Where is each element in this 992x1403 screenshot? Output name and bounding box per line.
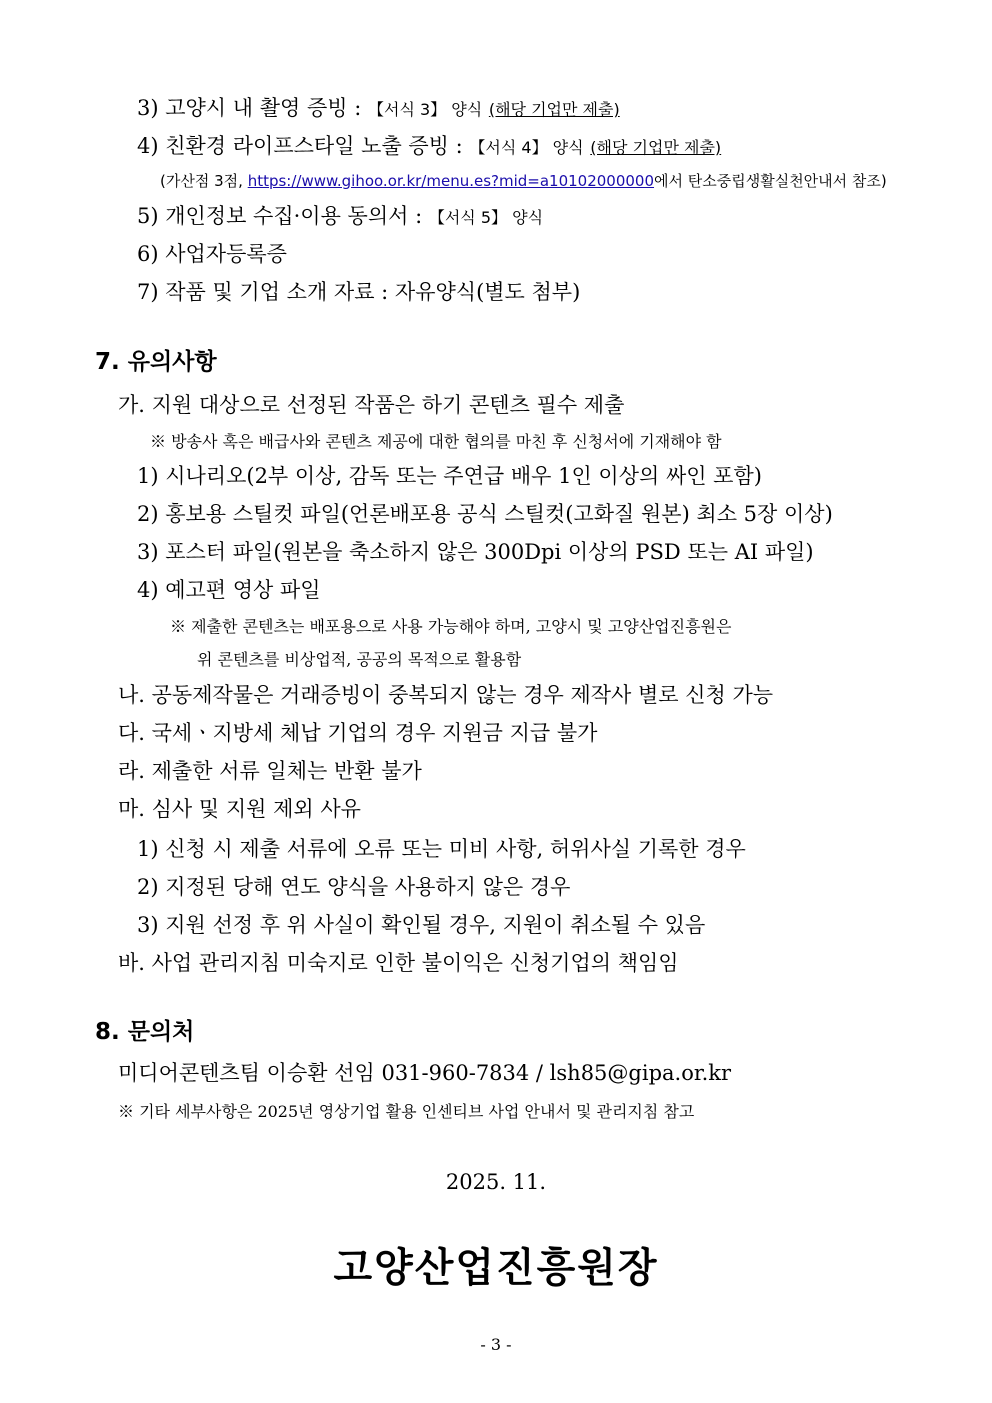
bonus-pre: (가산점 3점, (160, 172, 243, 190)
document-date: 2025. 11. (445, 1170, 547, 1194)
list-item-6: 6) 사업자등록증 (137, 242, 287, 266)
issuer-name: 고양산업진흥원장 (333, 1244, 659, 1291)
item-ba: 바. 사업 관리지침 미숙지로 인한 불이익은 신청기업의 책임임 (118, 951, 679, 975)
list-item-7: 7) 작품 및 기업 소개 자료 : 자유양식(별도 첨부) (137, 280, 581, 304)
bonus-note (160, 170, 887, 191)
form-ref-5: 【서식 5】 양식 (428, 208, 544, 227)
section-8-title: 8. 문의처 (95, 1019, 195, 1045)
note-3: (해당 기업만 제출) (488, 100, 620, 119)
item-ma: 마. 심사 및 지원 제외 사유 (118, 797, 361, 821)
page-number: - 3 - (480, 1335, 512, 1354)
list-item-5 (137, 200, 543, 230)
reference-note: ※ 기타 세부사항은 2025년 영상기업 활용 인센티브 사업 안내서 및 관리지침 참고 (118, 1102, 695, 1121)
ga-sub-item-1: 1) 시나리오(2부 이상, 감독 또는 주연급 배우 1인 이상의 싸인 포함) (137, 464, 762, 488)
item-na: 나. 공동제작물은 거래증빙이 중복되지 않는 경우 제작사 별로 신청 가능 (118, 683, 774, 707)
ga-sub-item-4: 4) 예고편 영상 파일 (137, 578, 321, 602)
ga-note2-line2: 위 콘텐츠를 비상업적, 공공의 목적으로 활용함 (197, 650, 522, 669)
ga-sub-item-2: 2) 홍보용 스틸컷 파일(언론배포용 공식 스틸컷(고화질 원본) 최소 5장 이상) (137, 502, 833, 526)
ma-sub-item-2: 2) 지정된 당해 연도 양식을 사용하지 않은 경우 (137, 875, 571, 899)
ga-sub-item-3: 3) 포스터 파일(원본을 축소하지 않은 300Dpi 이상의 PSD 또는 AI 파일) (137, 540, 814, 564)
list-item-4-text: 4) 친환경 라이프스타일 노출 증빙 : (137, 134, 463, 158)
section-7-title: 7. 유의사항 (95, 349, 217, 375)
list-item-5-text: 5) 개인정보 수집·이용 동의서 : (137, 204, 423, 228)
contact-line: 미디어콘텐츠팀 이승환 선임 031-960-7834 / lsh85@gipa.or.kr (118, 1061, 732, 1085)
form-ref-4: 【서식 4】 양식 (469, 138, 584, 157)
bonus-post: 에서 탄소중립생활실천안내서 참조) (654, 172, 887, 190)
bonus-link[interactable]: https://www.gihoo.or.kr/menu.es?mid=a10102000000 (247, 172, 655, 190)
list-item-4 (137, 130, 721, 160)
note-4: (해당 기업만 제출) (590, 138, 722, 157)
item-ga: 가. 지원 대상으로 선정된 작품은 하기 콘텐츠 필수 제출 (118, 393, 625, 417)
ma-sub-item-3: 3) 지원 선정 후 위 사실이 확인될 경우, 지원이 취소될 수 있음 (137, 913, 706, 937)
item-ga-note: ※ 방송사 혹은 배급사와 콘텐츠 제공에 대한 협의를 마친 후 신청서에 기재해야 함 (150, 432, 722, 451)
form-ref-3: 【서식 3】 양식 (367, 100, 483, 119)
ga-note2-line1: ※ 제출한 콘텐츠는 배포용으로 사용 가능해야 하며, 고양시 및 고양산업진흥원은 (170, 617, 732, 636)
ma-sub-item-1: 1) 신청 시 제출 서류에 오류 또는 미비 사항, 허위사실 기록한 경우 (137, 837, 746, 861)
list-item-3-text: 3) 고양시 내 촬영 증빙 : (137, 96, 362, 120)
item-da: 다. 국세ㆍ지방세 체납 기업의 경우 지원금 지급 불가 (118, 721, 598, 745)
list-item-3 (137, 92, 620, 122)
item-ra: 라. 제출한 서류 일체는 반환 불가 (118, 759, 422, 783)
